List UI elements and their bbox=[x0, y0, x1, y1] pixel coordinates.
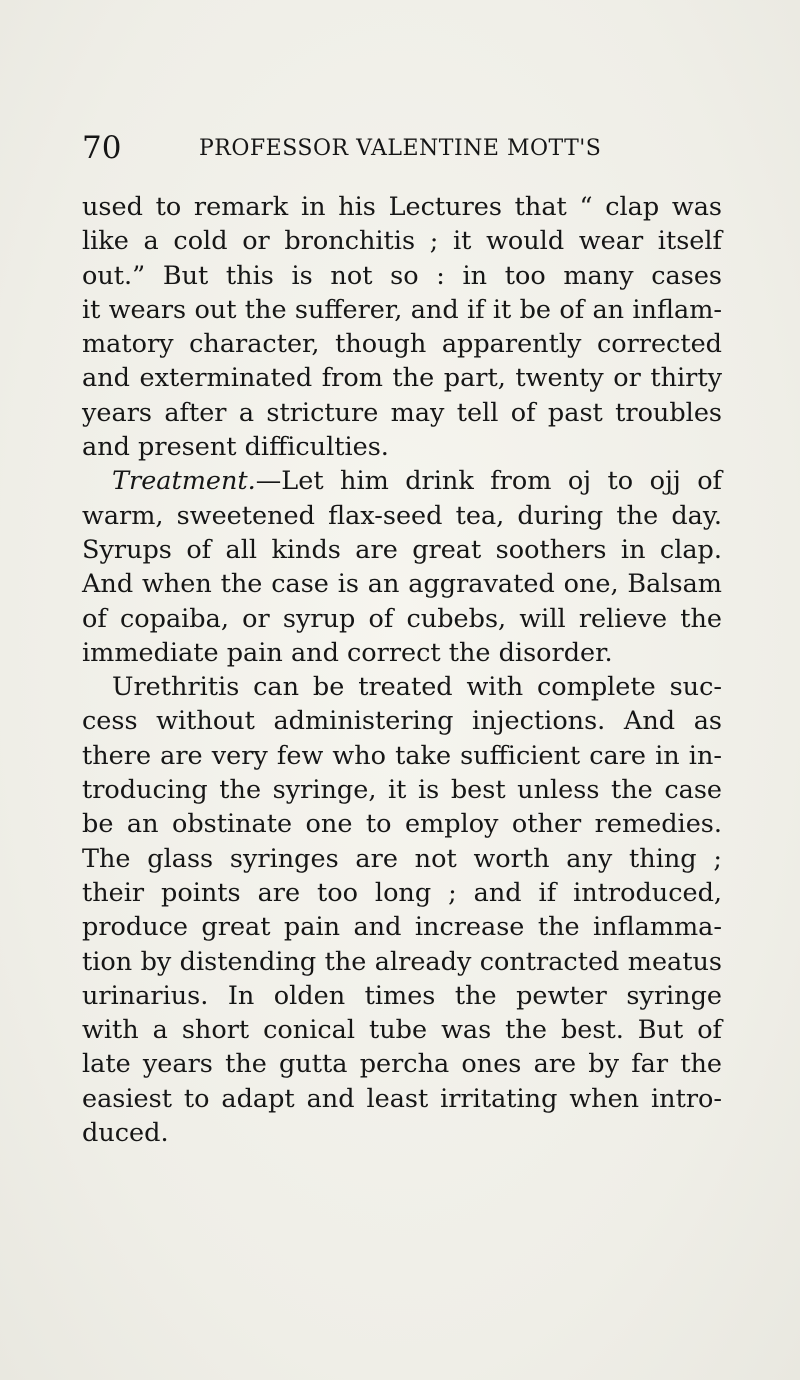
text-line: there are very few who take sufficient care in in- bbox=[82, 740, 722, 771]
text-line: with a short conical tube was the best. But of bbox=[82, 1015, 722, 1046]
text-line: used to remark in his Lectures that “ clap was bbox=[82, 192, 722, 222]
text-line: duced. bbox=[82, 1118, 169, 1149]
text-line: produce great pain and increase the inflamma- bbox=[82, 912, 722, 943]
page-header bbox=[82, 128, 722, 168]
treatment-heading: Treatment. bbox=[112, 466, 256, 497]
text-line: it wears out the sufferer, and if it be of an inflam- bbox=[82, 294, 722, 325]
treatment-paragraph-first-line bbox=[82, 464, 722, 498]
text-line: easiest to adapt and least irritating when intro- bbox=[82, 1083, 722, 1114]
running-head: PROFESSOR VALENTINE MOTT'S bbox=[199, 136, 602, 161]
page-number: 70 bbox=[82, 130, 122, 166]
text-line: matory character, though apparently corrected bbox=[82, 329, 722, 360]
text-line: immediate pain and correct the disorder. bbox=[82, 637, 613, 668]
text-line: Urethritis can be treated with complete suc- bbox=[112, 672, 722, 703]
text-line: like a cold or bronchitis ; it would wear itself bbox=[82, 226, 722, 257]
text-line: and present difficulties. bbox=[82, 432, 389, 463]
text-line: troducing the syringe, it is best unless the case bbox=[82, 775, 722, 806]
text-line: warm, sweetened flax-seed tea, during the day. bbox=[82, 500, 722, 531]
treatment-first-line-text: —Let him drink from oj to ojj of bbox=[255, 466, 722, 497]
text-line: cess without administering injections. And as bbox=[82, 706, 722, 737]
text-line: their points are too long ; and if introduced, bbox=[82, 877, 722, 908]
text-line: urinarius. In olden times the pewter syringe bbox=[82, 980, 722, 1011]
text-line: late years the gutta percha ones are by far the bbox=[82, 1049, 722, 1080]
text-line: of copaiba, or syrup of cubebs, will relieve the bbox=[82, 603, 722, 634]
text-line: years after a stricture may tell of past troubles bbox=[82, 397, 722, 428]
text-line: Syrups of all kinds are great soothers in clap. bbox=[82, 534, 722, 565]
text-line: be an obstinate one to employ other remedies. bbox=[82, 809, 722, 840]
text-line: and exterminated from the part, twenty or thirty bbox=[82, 363, 722, 394]
body-text bbox=[82, 190, 722, 1150]
text-line: And when the case is an aggravated one, Balsam bbox=[82, 569, 722, 600]
text-line: tion by distending the already contracted meatus bbox=[82, 946, 722, 977]
text-line: The glass syringes are not worth any thing ; bbox=[82, 843, 722, 874]
text-line: out.” But this is not so : in too many cases bbox=[82, 260, 722, 291]
